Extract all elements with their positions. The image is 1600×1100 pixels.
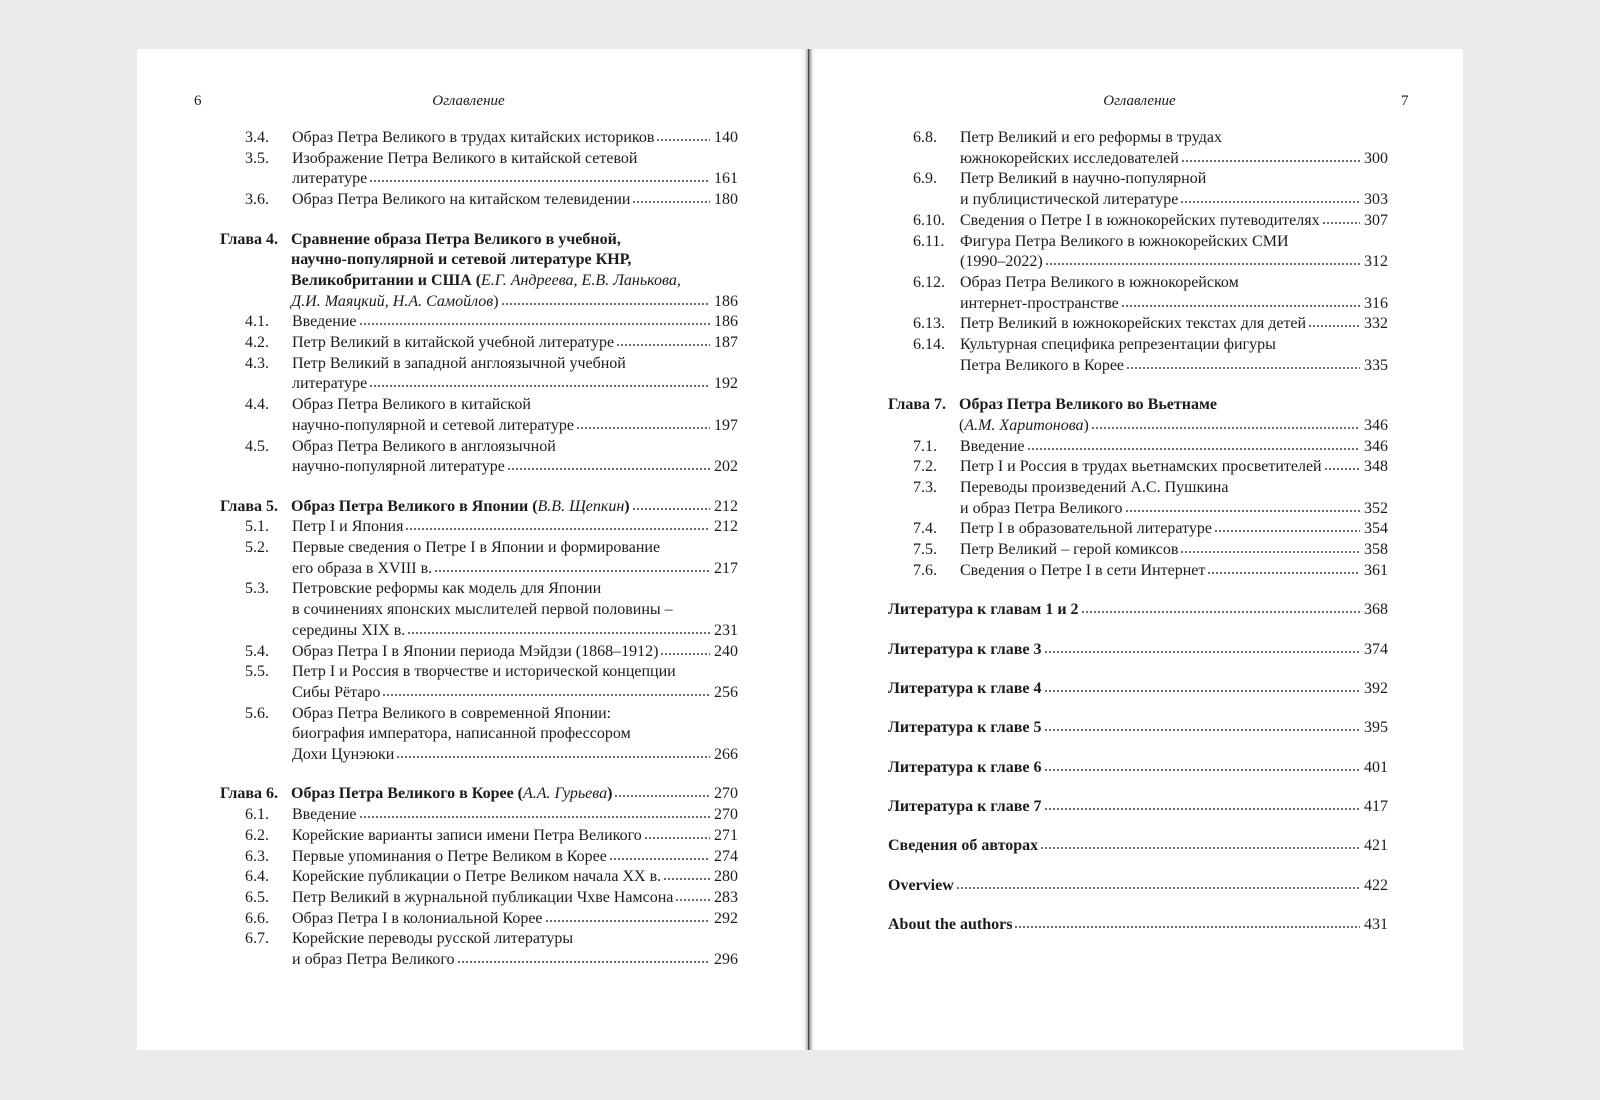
chapter-5-entry[interactable] <box>220 497 738 518</box>
leader-dots <box>359 322 711 326</box>
section-number: 4.4. <box>245 396 269 414</box>
entry-title-line: Образ Петра Великого в южнокорейском <box>960 273 1239 291</box>
page-ref: 187 <box>714 334 738 352</box>
entry-title-line: и образ Петра Великого <box>292 951 455 969</box>
chapter-title-tail: ) <box>1083 416 1089 434</box>
page-ref: 316 <box>1364 294 1388 312</box>
entry-title-line: Петр Великий в китайской учебной литературе <box>292 334 615 352</box>
entry-title-line: Первые сведения о Петре I в Японии и формирование <box>292 539 661 557</box>
page-ref: 274 <box>714 847 738 865</box>
leader-dots <box>632 200 710 204</box>
entry-title-line: Образ Петра Великого в англоязычной <box>292 437 556 455</box>
chapter-authors: А.А. Гурьева <box>523 785 608 803</box>
page-ref: 161 <box>714 170 738 188</box>
reference-title: Overview <box>888 876 954 894</box>
section-number: 4.2. <box>245 334 269 352</box>
leader-dots <box>369 179 710 183</box>
leader-dots <box>457 960 710 964</box>
entry-title-line: Переводы произведений А.С. Пушкина <box>960 478 1229 496</box>
leader-dots <box>407 631 710 635</box>
toc-entry[interactable] <box>888 561 1388 582</box>
entry-title-line: Сибы Рётаро <box>292 683 381 701</box>
section-number: 6.4. <box>245 868 269 886</box>
leader-dots <box>632 507 710 511</box>
leader-dots <box>1322 221 1360 225</box>
entry-title-line: Образ Петра Великого в трудах китайских историков <box>292 129 655 146</box>
toc-entry[interactable] <box>888 335 1388 376</box>
chapter-number: Глава 6. <box>220 785 278 803</box>
leader-dots <box>1044 650 1360 654</box>
entry-title-line: интернет-пространстве <box>960 294 1119 312</box>
toc-entry[interactable] <box>888 437 1388 458</box>
entry-title-line: Введение <box>292 806 357 824</box>
section-number: 4.3. <box>245 354 269 372</box>
chapter-number: Глава 7. <box>888 396 946 414</box>
toc-entry[interactable] <box>220 312 738 333</box>
reference-entry[interactable] <box>888 718 1388 739</box>
toc-entry[interactable] <box>888 211 1388 232</box>
section-number: 6.7. <box>245 930 269 948</box>
section-number: 6.13. <box>913 315 945 333</box>
reference-entry[interactable] <box>888 640 1388 661</box>
entry-title-line: Сведения о Петре I в сети Интернет <box>960 561 1206 579</box>
section-number: 7.4. <box>913 520 937 538</box>
section-number: 7.3. <box>913 478 937 496</box>
section-number: 6.1. <box>245 806 269 824</box>
entry-title-line: Петр I и Россия в творчестве и исторической концепции <box>292 663 676 681</box>
entry-title-line: научно-популярной литературе <box>292 458 505 476</box>
reference-entry[interactable] <box>888 600 1388 621</box>
leader-dots <box>369 384 710 388</box>
page-ref: 140 <box>714 129 738 146</box>
toc-entry[interactable] <box>220 437 738 478</box>
entry-title-line: литературе <box>292 170 368 188</box>
page-ref: 348 <box>1364 458 1388 476</box>
page-ref: 266 <box>714 746 738 764</box>
toc-entry[interactable] <box>220 888 738 909</box>
section-number: 6.5. <box>245 888 269 906</box>
section-number: 6.11. <box>913 232 945 250</box>
page-ref: 212 <box>714 518 738 536</box>
page-ref: 346 <box>1364 416 1388 434</box>
section-number: 5.6. <box>245 704 269 722</box>
reference-entry[interactable] <box>888 836 1388 857</box>
toc-entry[interactable] <box>888 540 1388 561</box>
entry-title-line: научно-популярной и сетевой литературе <box>292 416 574 434</box>
chapter-7-entry[interactable] <box>888 395 1388 436</box>
page-ref: 431 <box>1364 916 1388 934</box>
chapter-title-line: Великобритании и США ( <box>291 271 482 289</box>
leader-dots <box>545 919 710 923</box>
reference-title: Литература к главам 1 и 2 <box>888 601 1079 619</box>
leader-dots <box>1091 426 1360 430</box>
entry-title-line: Корейские переводы русской литературы <box>292 930 574 948</box>
entry-title-line: Петр Великий в научно-популярной <box>960 170 1207 188</box>
entry-title-line: Петр I в образовательной литературе <box>960 520 1212 538</box>
leader-dots <box>1207 571 1360 575</box>
entry-title-line: Петр Великий – герой комиксов <box>960 541 1179 559</box>
right-page <box>816 49 1463 1050</box>
leader-dots <box>405 527 710 531</box>
page-ref: 186 <box>714 292 738 310</box>
leader-dots <box>663 877 710 881</box>
page-ref: 421 <box>1364 837 1388 855</box>
reference-entry[interactable] <box>888 915 1388 936</box>
page-ref: 392 <box>1364 679 1388 697</box>
reference-entry[interactable] <box>888 876 1388 897</box>
leader-dots <box>660 652 710 656</box>
entry-title-line: Культурная специфика репрезентации фигуры <box>960 336 1276 354</box>
chapter-authors: В.В. Щепкин <box>537 497 625 515</box>
leader-dots <box>1044 689 1360 693</box>
chapter-number: Глава 4. <box>220 230 278 248</box>
leader-dots <box>1045 262 1360 266</box>
leader-dots <box>609 857 710 861</box>
toc-entry[interactable] <box>220 354 738 395</box>
table-of-contents <box>888 128 1388 955</box>
section-number: 6.8. <box>913 129 937 146</box>
entry-title-line: Петр I и Россия в трудах вьетнамских просветителей <box>960 458 1322 476</box>
entry-title-line: Образ Петра I в Японии периода Мэйдзи (1868–1912) <box>292 642 659 660</box>
toc-entry[interactable] <box>220 190 738 211</box>
page-ref: 280 <box>714 868 738 886</box>
entry-title-line: Петр I и Япония <box>292 518 404 536</box>
leader-dots <box>1081 610 1360 614</box>
toc-entry[interactable] <box>888 519 1388 540</box>
page-ref: 368 <box>1364 601 1388 619</box>
leader-dots <box>501 302 710 306</box>
section-number: 6.6. <box>245 909 269 927</box>
chapter-title-tail: ) <box>493 292 499 310</box>
chapter-title: Образ Петра Великого в Корее ( <box>291 785 523 803</box>
chapter-title: Образ Петра Великого во Вьетнаме <box>959 396 1217 414</box>
leader-dots <box>1044 728 1360 732</box>
page-ref: 217 <box>714 559 738 577</box>
toc-entry[interactable] <box>888 478 1388 519</box>
toc-entry[interactable] <box>220 929 738 970</box>
page-ref: 180 <box>714 191 738 209</box>
section-number: 5.4. <box>245 642 269 660</box>
reference-title: Сведения об авторах <box>888 837 1039 855</box>
toc-entry[interactable] <box>220 579 738 641</box>
page-ref: 335 <box>1364 356 1388 374</box>
page-ref: 283 <box>714 888 738 906</box>
entry-title-line: Образ Петра Великого в китайской <box>292 396 531 414</box>
reference-entry[interactable] <box>888 679 1388 700</box>
entry-title-line: (1990–2022) <box>960 253 1043 271</box>
entry-title-line: Петровские реформы как модель для Японии <box>292 580 602 598</box>
section-number: 3.6. <box>245 191 269 209</box>
page-number: 7 <box>1401 93 1409 109</box>
entry-title-line: литературе <box>292 375 368 393</box>
page-ref: 307 <box>1364 211 1388 229</box>
running-head: Оглавление <box>432 93 505 109</box>
leader-dots <box>434 569 710 573</box>
leader-dots <box>1180 200 1360 204</box>
toc-entry[interactable] <box>220 909 738 930</box>
leader-dots <box>1121 304 1360 308</box>
leader-dots <box>1044 768 1360 772</box>
toc-entry[interactable] <box>220 642 738 663</box>
page-ref: 192 <box>714 375 738 393</box>
chapter-authors: А.М. Харитонова <box>964 416 1084 434</box>
entry-title-line: Корейские варианты записи имени Петра Великого <box>292 826 642 844</box>
page-ref: 422 <box>1364 876 1388 894</box>
leader-dots <box>644 836 710 840</box>
leader-dots <box>382 693 710 697</box>
leader-dots <box>1181 159 1360 163</box>
page-ref: 231 <box>714 621 738 639</box>
section-number: 6.9. <box>913 170 937 188</box>
toc-entry[interactable] <box>888 232 1388 273</box>
leader-dots <box>1324 467 1360 471</box>
reference-title: Литература к главе 4 <box>888 679 1042 697</box>
reference-title: Литература к главе 6 <box>888 758 1042 776</box>
page-ref: 417 <box>1364 798 1388 816</box>
chapter-title-line: научно-популярной и сетевой литературе КНР, <box>291 251 632 269</box>
chapter-title-tail: ( <box>959 416 965 434</box>
leader-dots <box>1027 447 1361 451</box>
section-number: 7.1. <box>913 437 937 455</box>
entry-title-line: Образ Петра Великого на китайском телевидении <box>292 191 631 209</box>
chapter-authors: Д.И. Маяцкий, Н.А. Самойлов <box>291 292 494 310</box>
leader-dots <box>1308 324 1360 328</box>
reference-title: Литература к главе 3 <box>888 640 1042 658</box>
leader-dots <box>616 343 710 347</box>
toc-entry[interactable] <box>220 867 738 888</box>
leader-dots <box>1214 529 1360 533</box>
page-ref: 352 <box>1364 499 1388 517</box>
entry-title-line: и публицистической литературе <box>960 191 1179 209</box>
section-number: 5.3. <box>245 580 269 598</box>
toc-entry[interactable] <box>888 314 1388 335</box>
chapter-title-tail: ) <box>624 497 630 515</box>
entry-title-line: Образ Петра I в колониальной Корее <box>292 909 543 927</box>
chapter-number: Глава 5. <box>220 497 278 515</box>
reference-entry[interactable] <box>888 797 1388 818</box>
entry-title-line: Введение <box>960 437 1025 455</box>
page-ref: 354 <box>1364 520 1388 538</box>
section-number: 5.5. <box>245 663 269 681</box>
entry-title-line: Петр Великий и его реформы в трудах <box>960 129 1222 146</box>
toc-entry[interactable] <box>888 457 1388 478</box>
section-number: 3.5. <box>245 149 269 167</box>
entry-title-line: Образ Петра Великого в современной Японии: <box>292 704 612 722</box>
book-gutter <box>800 49 816 1050</box>
toc-entry[interactable] <box>888 169 1388 210</box>
entry-title-line: середины XIX в. <box>292 621 406 639</box>
page-ref: 197 <box>714 416 738 434</box>
section-number: 7.6. <box>913 561 937 579</box>
entry-title-line: Петр Великий в западной англоязычной учебной <box>292 354 626 372</box>
leader-dots <box>1014 925 1360 929</box>
reference-entry[interactable] <box>888 758 1388 779</box>
toc-entry[interactable] <box>888 128 1388 169</box>
entry-title-line: его образа в XVIII в. <box>292 559 433 577</box>
section-number: 4.1. <box>245 313 269 331</box>
chapter-6-entry[interactable] <box>220 784 738 805</box>
page-ref: 374 <box>1364 640 1388 658</box>
leader-dots <box>956 886 1360 890</box>
entry-title-line: Введение <box>292 313 357 331</box>
toc-entry[interactable] <box>220 333 738 354</box>
entry-title-line: Сведения о Петре I в южнокорейских путеводителях <box>960 211 1320 229</box>
table-of-contents <box>220 128 738 971</box>
toc-entry[interactable] <box>220 395 738 436</box>
left-page <box>137 49 800 1050</box>
page-ref: 303 <box>1364 191 1388 209</box>
page-ref: 270 <box>714 785 738 803</box>
entry-title-line: Изображение Петра Великого в китайской сетевой <box>292 149 638 167</box>
page-ref: 256 <box>714 683 738 701</box>
entry-title-line: биография императора, написанной профессором <box>292 725 631 743</box>
page-ref: 401 <box>1364 758 1388 776</box>
reference-title: About the authors <box>888 916 1013 934</box>
entry-title-line: Дохи Цунэюки <box>292 746 395 764</box>
running-head: Оглавление <box>1103 93 1176 109</box>
toc-entry[interactable] <box>220 662 738 703</box>
page-ref: 271 <box>714 826 738 844</box>
reference-title: Литература к главе 7 <box>888 798 1042 816</box>
leader-dots <box>359 815 711 819</box>
section-number: 6.14. <box>913 336 945 354</box>
entry-title-line: Первые упоминания о Петре Великом в Корее <box>292 847 607 865</box>
leader-dots <box>1044 807 1360 811</box>
page-ref: 240 <box>714 642 738 660</box>
entry-title-line: Петра Великого в Корее <box>960 356 1125 374</box>
chapter-4-entry[interactable] <box>220 230 738 313</box>
section-number: 6.12. <box>913 273 945 291</box>
chapter-title-line: Сравнение образа Петра Великого в учебной, <box>291 230 621 248</box>
page-ref: 332 <box>1364 315 1388 333</box>
section-number: 6.3. <box>245 847 269 865</box>
leader-dots <box>1125 509 1360 513</box>
entry-title-line: Корейские публикации о Петре Великом начала XX в. <box>292 868 662 886</box>
page-number: 6 <box>194 93 202 109</box>
toc-entry[interactable] <box>220 805 738 826</box>
page-ref: 296 <box>714 951 738 969</box>
entry-title-line: Петр Великий в южнокорейских текстах для детей <box>960 315 1307 333</box>
references-list <box>888 600 1388 936</box>
leader-dots <box>507 467 710 471</box>
page-ref: 395 <box>1364 719 1388 737</box>
toc-entry[interactable] <box>888 273 1388 314</box>
entry-title-line: Петр Великий в журнальной публикации Чхве Намсона <box>292 888 674 906</box>
toc-entry[interactable] <box>220 826 738 847</box>
book-spread <box>137 49 1463 1050</box>
section-number: 6.2. <box>245 826 269 844</box>
entry-title-line: Фигура Петра Великого в южнокорейских СМИ <box>960 232 1289 250</box>
page-ref: 312 <box>1364 253 1388 271</box>
toc-entry[interactable] <box>220 149 738 190</box>
entry-title-line: южнокорейских исследователей <box>960 149 1179 167</box>
page-ref: 300 <box>1364 149 1388 167</box>
entry-title-line: в сочинениях японских мыслителей первой половины – <box>292 601 673 619</box>
toc-entry[interactable] <box>220 847 738 868</box>
toc-entry[interactable] <box>220 517 738 538</box>
section-number: 4.5. <box>245 437 269 455</box>
leader-dots <box>656 138 710 142</box>
toc-entry[interactable] <box>220 538 738 579</box>
page-ref: 361 <box>1364 561 1388 579</box>
chapter-authors: Е.Г. Андреева, Е.В. Ланькова, <box>481 271 681 289</box>
section-number: 5.2. <box>245 539 269 557</box>
page-ref: 292 <box>714 909 738 927</box>
leader-dots <box>1126 366 1360 370</box>
toc-entry[interactable] <box>220 128 738 149</box>
leader-dots <box>1180 550 1360 554</box>
page-ref: 212 <box>714 497 738 515</box>
section-number: 5.1. <box>245 518 269 536</box>
leader-dots <box>576 426 710 430</box>
leader-dots <box>675 898 710 902</box>
section-number: 6.10. <box>913 211 945 229</box>
section-number: 7.2. <box>913 458 937 476</box>
leader-dots <box>396 755 710 759</box>
chapter-title: Образ Петра Великого в Японии ( <box>291 497 538 515</box>
section-number: 3.4. <box>245 129 269 146</box>
chapter-title-tail: ) <box>607 785 613 803</box>
leader-dots <box>1040 846 1360 850</box>
page-ref: 202 <box>714 458 738 476</box>
page-ref: 358 <box>1364 541 1388 559</box>
toc-entry[interactable] <box>220 704 738 766</box>
page-ref: 186 <box>714 313 738 331</box>
leader-dots <box>614 794 710 798</box>
page-ref: 270 <box>714 806 738 824</box>
entry-title-line: и образ Петра Великого <box>960 499 1123 517</box>
section-number: 7.5. <box>913 541 937 559</box>
reference-title: Литература к главе 5 <box>888 719 1042 737</box>
page-ref: 346 <box>1364 437 1388 455</box>
